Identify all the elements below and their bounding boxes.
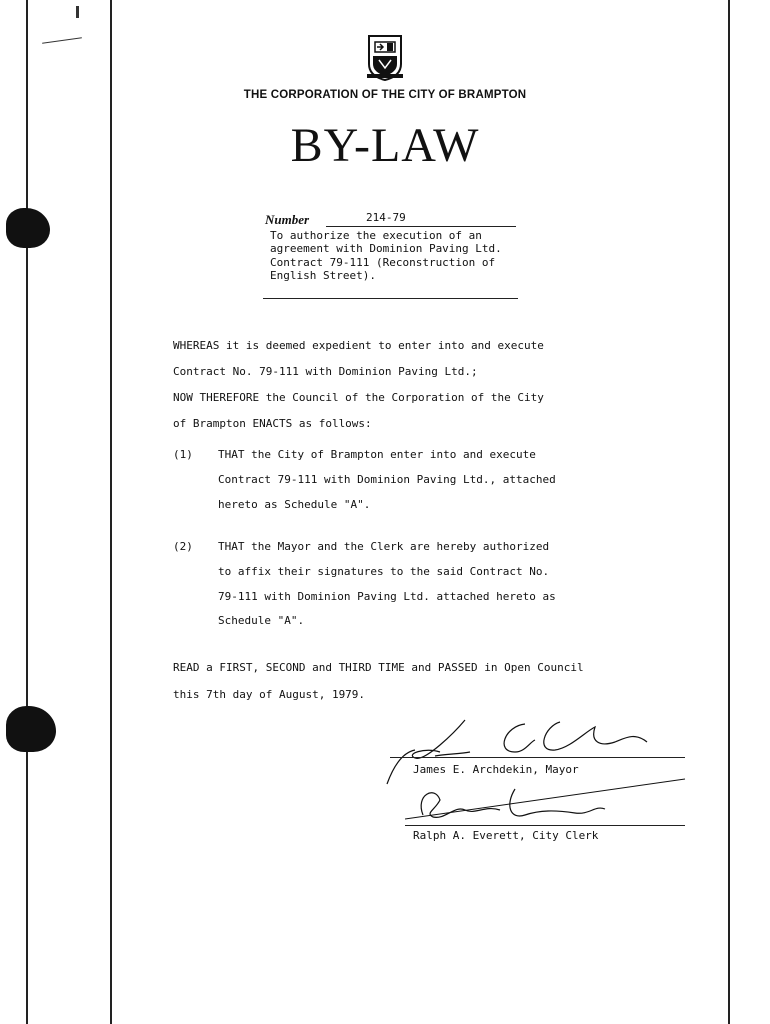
clause-line: Contract 79-111 with Dominion Paving Ltd., attached (218, 473, 556, 486)
number-underline (326, 226, 516, 227)
preamble-line: Contract No. 79-111 with Dominion Paving Ltd.; (173, 365, 478, 378)
corporation-heading: THE CORPORATION OF THE CITY OF BRAMPTON (243, 89, 527, 101)
clerk-signature-line (405, 825, 685, 826)
clause-line: 79-111 with Dominion Paving Ltd. attached hereto as (218, 590, 556, 603)
clause-line: Schedule "A". (218, 614, 305, 627)
clause-line: THAT the Mayor and the Clerk are hereby authorized (218, 540, 550, 553)
subject-underline (263, 298, 518, 299)
passage-line: READ a FIRST, SECOND and THIRD TIME and PASSED in Open Council (173, 661, 584, 674)
punch-hole-bottom (6, 706, 56, 752)
mayor-signature-line (390, 757, 685, 758)
preamble-line: WHEREAS it is deemed expedient to enter into and execute (173, 339, 544, 352)
passage-line: this 7th day of August, 1979. (173, 688, 366, 701)
clause-line: to affix their signatures to the said Contract No. (218, 565, 550, 578)
bylaw-number: 214-79 (366, 211, 406, 224)
number-label: Number (265, 212, 310, 227)
clause-line: hereto as Schedule "A". (218, 498, 371, 511)
city-crest-icon (365, 34, 405, 82)
clause-number: (2) (173, 540, 193, 553)
mayor-name: James E. Archdekin, Mayor (413, 763, 579, 776)
punch-hole-top (6, 208, 50, 248)
document-title: BY-LAW (290, 119, 480, 172)
clause-number: (1) (173, 448, 193, 461)
clerk-signature (405, 775, 690, 835)
scan-speck (42, 37, 82, 44)
clerk-name: Ralph A. Everett, City Clerk (413, 829, 599, 842)
clause-line: THAT the City of Brampton enter into and execute (218, 448, 536, 461)
preamble-line: NOW THEREFORE the Council of the Corporation of the City (173, 391, 544, 404)
scan-speck (76, 6, 79, 18)
preamble-line: of Brampton ENACTS as follows: (173, 417, 372, 430)
bylaw-subject: To authorize the execution of an agreement with Dominion Paving Ltd. Contract 79-111 (Reconstruction of English Street). (270, 229, 502, 282)
